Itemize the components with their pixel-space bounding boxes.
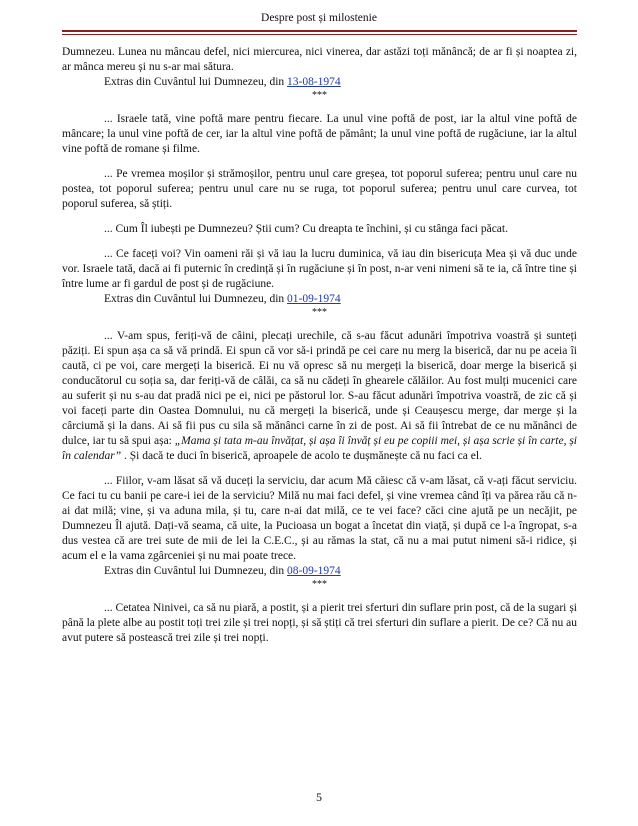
source-text: Extras din Cuvântul lui Dumnezeu, din — [104, 293, 288, 305]
separator-stars: *** — [312, 579, 327, 590]
paragraph — [62, 329, 577, 464]
quote: „Mama și tata m-au învățat, și așa îi învăț și eu pe copiii mei, și așa scrie și în carte, și în calendar” — [62, 435, 577, 462]
source-date-link[interactable]: 13-08-1974 — [287, 76, 341, 88]
paragraph-text: ... V-am spus, feriți-vă de câini, plecați urechile, că s-au făcut adunări împotriva voastră și sunteți păziți. Ei spun așa ca să vă prindă. Ei spun că vor să-i prindă pe cei care nu merg la biserică, dar nu pe aceia îi caută, ci pe voi, care mergeți la biserică. Ei nu vă opresc să nu mergeți la biserică, doar merge la biserică și conducătorul cu soția sa, dar feriți-vă de câlăi, ca să nu cădeți în ghearele călăilor. Au fost mulți mucenici care au suferit și nu s-au dat pradă nici pe ei, nici pe păstorul lor. S-au făcut adunări împotriva voastră, de zic că și voi faceți parte din Oastea Domnului, nu că mergeți la biserică, unde și Ceaușescu merge, dar merge și la cârciumă și la dans. Ai să fii pus cu sila să mănânci carne în zi de post. Ai să fii întrebat de ce nu mănânci de dulce, iar tu să spui așa: — [62, 330, 577, 447]
paragraph-text: . Și dacă te duci în biserică, aproapele de acolo te dușmănește că nu faci ca el. — [121, 450, 482, 462]
source-line — [62, 292, 577, 307]
paragraph: ... Pe vremea moșilor și strămoșilor, pentru unul care greșea, tot poporul suferea; pentru unul care nu postea, tot poporul suferea; pentru unul care nu se ruga, tot poporul suferea; pentru unul care curvea, tot poporul suferea, să știți. — [62, 168, 577, 210]
paragraph: ... Israele tată, vine poftă mare pentru fiecare. La unul vine poftă de post, iar la altul vine poftă de mâncare; la unul vine poftă de cer, iar la altul vine poftă de pământ; la unul vine poftă de rugăciune, iar la altul vine poftă de romane și filme. — [62, 113, 577, 155]
source-line — [62, 75, 577, 90]
paragraph: Dumnezeu. Lunea nu mâncau defel, nici miercurea, nici vinerea, dar astăzi toți mănâncă; de ar fi și noaptea zi, ar mânca mereu și nu s-ar mai sătura. — [62, 46, 577, 73]
source-text: Extras din Cuvântul lui Dumnezeu, din — [104, 76, 288, 88]
source-text: Extras din Cuvântul lui Dumnezeu, din — [104, 565, 288, 577]
running-header: Despre post și milostenie — [261, 12, 377, 24]
paragraph: ... Cum Îl iubești pe Dumnezeu? Știi cum? Cu dreapta te închini, și cu stânga faci păcat. — [104, 223, 508, 235]
paragraph: ... Fiilor, v-am lăsat să vă duceți la serviciu, dar acum Mă căiesc că v-am lăsat, că v-ați făcut serviciu. Ce faci tu cu banii pe care-i iei de la serviciu? Milă nu mai faci defel, și vine vremea când îți va părea rău că n-ai dat milă; vine, și va aduna mila, și tu, care n-ai dat milă, ce te vei face? căci cine ajută pe un necăjit, pe Dumnezeu Îl ajută. Dați-vă seama, că uite, la Pucioasa un bogat a încetat din viață, și după ce l-a îngropat, s-a dus vestea că are trei sute de mii de lei la C.E.C., și au rămas la stat, că nu a mai putut nimeni să-i ridice, și acum el e la vama zgârceniei și nu mai poate trece. — [62, 475, 577, 562]
source-date-link[interactable]: 08-09-1974 — [287, 565, 341, 577]
page-number: 5 — [316, 790, 322, 804]
separator-stars: *** — [312, 90, 327, 101]
paragraph: ... Ce faceți voi? Vin oameni răi și vă iau la lucru duminica, vă iau din bisericuța Mea și vă duc unde vor. Israele tată, dacă ai fi puternic în credință și în rugăciune și în post, n-ar veni nimeni să te ia, că între tine și între lume ar fi gardul de post și de rugăciune. — [62, 248, 577, 290]
paragraph: ... Cetatea Ninivei, ca să nu piară, a postit, și a pierit trei sferturi din suflare prin post, că de la sugari și până la plete albe au postit toți trei zile și trei nopți, și să știți că trei sferturi din suflare a pierit. De ce? Că nu au avut putere să postească trei zile și trei nopți. — [62, 602, 577, 644]
source-line — [62, 564, 577, 579]
header-rule — [62, 30, 577, 32]
header-rule-thin — [62, 34, 577, 35]
source-date-link[interactable]: 01-09-1974 — [287, 293, 341, 305]
page-body — [62, 45, 577, 646]
separator-stars: *** — [312, 307, 327, 318]
